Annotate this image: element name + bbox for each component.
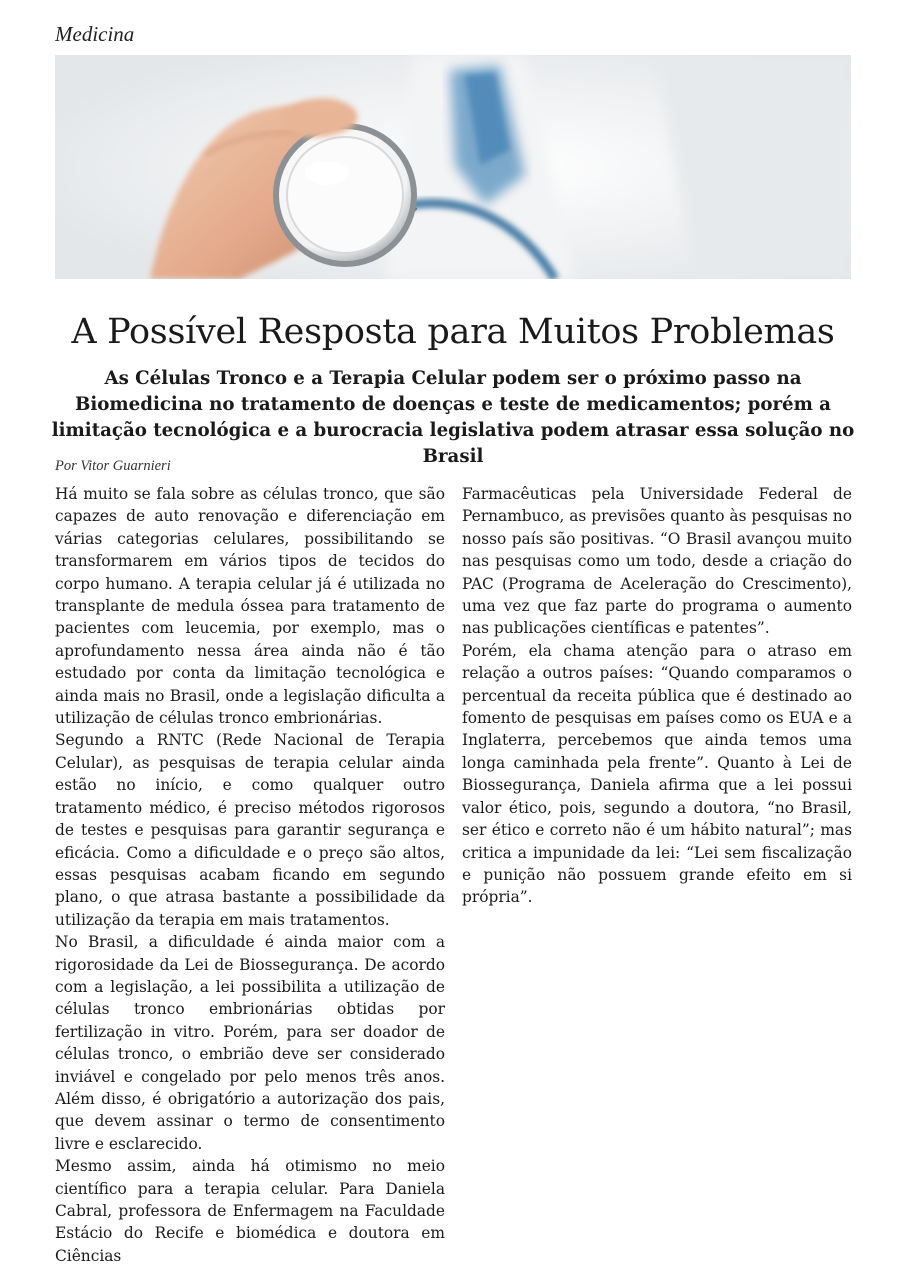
section-label: Medicina bbox=[55, 22, 135, 46]
article-title: A Possível Resposta para Muitos Problemas bbox=[71, 312, 835, 352]
paragraph: Porém, ela chama atenção para o atraso em relação a outros países: “Quando comparamos o percentual da receita pública que é destinado ao fomento de pesquisas em países como os EUA e a Inglaterra, percebemos que ainda temos uma longa caminhada pela frente”. Quanto à Lei de Biossegurança, Daniela afirma que a lei possui valor ético, pois, segundo a doutora, “no Brasil, ser ético e correto não é um hábito natural”; mas critica a impunidade da lei: “Lei sem fiscalização e punição não possuem grande efeito em si própria”. bbox=[462, 641, 852, 907]
article-right-column bbox=[462, 483, 852, 909]
paragraph: Há muito se fala sobre as células tronco, que são capazes de auto renovação e diferenciação em várias categorias celulares, possibilitando se transformarem em vários tipos de tecidos do corpo humano. A terapia celular já é utilizada no transplante de medula óssea para tratamento de pacientes com leucemia, por exemplo, mas o aprofundamento nessa área ainda não é tão estudado por conta da limitação tecnológica e ainda mais no Brasil, onde a legislação dificulta a utilização de células tronco embrionárias. bbox=[55, 485, 445, 728]
article-subtitle: As Células Tronco e a Terapia Celular podem ser o próximo passo na Biomedicina no tratamento de doenças e teste de medicamentos; porém a limitação tecnológica e a burocracia legislativa podem atrasar essa solução no Brasil bbox=[51, 368, 855, 467]
article-left-column bbox=[55, 483, 445, 1267]
paragraph: Segundo a RNTC (Rede Nacional de Terapia Celular), as pesquisas de terapia celular ainda estão no início, e como qualquer outro tratamento médico, é preciso métodos rigorosos de testes e pesquisas para garantir segurança e eficácia. Como a dificuldade e o preço são altos, essas pesquisas acabam ficando em segundo plano, o que atrasa bastante a possibilidade da utilização da terapia em mais tratamentos. bbox=[55, 731, 445, 929]
paragraph: Farmacêuticas pela Universidade Federal de Pernambuco, as previsões quanto às pesquisas no nosso país são positivas. “O Brasil avançou muito nas pesquisas como um todo, desde a criação do PAC (Programa de Aceleração do Crescimento), uma vez que faz parte do programa o aumento nas publicações científicas e patentes”. bbox=[462, 485, 852, 638]
paragraph: No Brasil, a dificuldade é ainda maior com a rigorosidade da Lei de Biossegurança. De acordo com a legislação, a lei possibilita a utilização de células tronco embrionárias obtidas por fertilização in vitro. Porém, para ser doador de células tronco, o embrião deve ser considerado inviável e congelado por pelo menos três anos. Além disso, é obrigatório a autorização dos pais, que devem assinar o termo de consentimento livre e esclarecido. bbox=[55, 933, 445, 1153]
article-byline: Por Vitor Guarnieri bbox=[55, 458, 171, 474]
paragraph: Mesmo assim, ainda há otimismo no meio científico para a terapia celular. Para Daniela Cabral, professora de Enfermagem na Faculdade Estácio do Recife e biomédica e doutora em Ciências bbox=[55, 1157, 445, 1265]
hero-stethoscope-image bbox=[55, 55, 851, 279]
stethoscope-icon bbox=[55, 55, 851, 279]
